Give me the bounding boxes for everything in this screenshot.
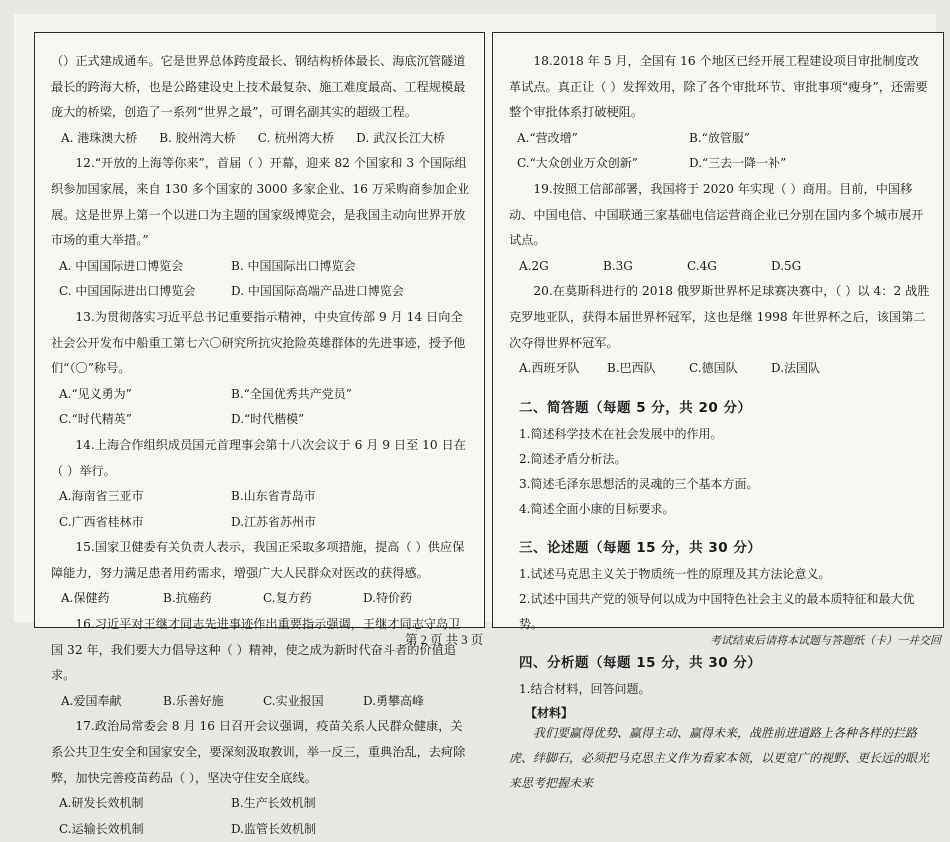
q17-option-d: D.监管长效机制: [231, 821, 317, 836]
page-number: 第 2 页 共 3 页: [405, 633, 484, 647]
q11-options: [51, 126, 472, 152]
q11-option-d: D. 武汉长江大桥: [356, 130, 445, 145]
q20-option-c: C.德国队: [689, 361, 738, 376]
q20-options: [509, 356, 931, 382]
q16-option-c: C.实业报国: [263, 693, 324, 708]
q15-option-a: A.保健药: [61, 591, 110, 606]
q15-options: [51, 586, 472, 612]
q17-text: 17.政治局常委会 8 月 16 日召开会议强调，疫苗关系人民群众健康，关系公共卫生安全和国家安全，要深刻汲取教训，举一反三，重典治乱，去疴除弊，加快完善疫苗药品（ ），坚决守住安全底线。: [51, 719, 466, 785]
q15-option-b: B.抗癌药: [163, 591, 212, 606]
q19-options: [509, 254, 931, 280]
q18-option-d: D.“三去一降一补”: [689, 156, 787, 171]
q15-option-d: D.特价药: [363, 591, 413, 606]
q20-option-d: D.法国队: [771, 361, 821, 376]
q14-option-d: D.江苏省苏州市: [231, 514, 317, 529]
q18-option-c: C.“大众创业万众创新”: [517, 156, 638, 171]
q16-option-d: D.勇攀高峰: [363, 693, 425, 708]
q12-options: [51, 254, 472, 305]
q12-option-c: C. 中国国际进出口博览会: [59, 284, 196, 299]
q11-option-a: A. 港珠澳大桥: [61, 130, 138, 145]
q14-option-b: B.山东省青岛市: [231, 489, 316, 504]
sec2-item-2: 2.简述矛盾分析法。: [519, 451, 627, 466]
section-2-title: 二、简答题（每题 5 分，共 20 分）: [519, 399, 752, 416]
q11-continued: （）正式建成通车。它是世界总体跨度最长、钢结构桥体最长、海底沉管隧道最长的跨海大桥，也是公路建设史上技术最复杂、施工难度最高、工程规模最庞大的桥梁，创造了一系列“世界之最”，可谓名副其实的超级工程。: [51, 54, 466, 120]
q16-option-b: B.乐善好施: [163, 693, 224, 708]
section-4-title: 四、分析题（每题 15 分，共 30 分）: [519, 654, 762, 671]
sec2-item-3: 3.简述毛泽东思想活的灵魂的三个基本方面。: [519, 476, 759, 491]
q20-option-a: A.西班牙队: [519, 361, 580, 376]
q11-option-b: B. 胶州湾大桥: [159, 130, 236, 145]
material-text: 我们要赢得优势、赢得主动、赢得未来，战胜前进道路上各种各样的拦路虎、绊脚石，必须把马克思主义作为看家本领，以更宽广的视野、更长远的眼光来思考把握未来: [509, 725, 930, 790]
q12-option-d: D. 中国国际高端产品进口博览会: [231, 284, 404, 299]
q13-options: [51, 382, 472, 433]
q16-option-a: A.爱国奉献: [61, 693, 122, 708]
q12-text: 12.“开放的上海等你来”，首届（ ）开幕，迎来 82 个国家和 3 个国际组织参加国家展，来自 130 多个国家的 3000 多家企业、16 万采购商参加企业展。这是世界上第一个以进口为主题的国家级博览会，是我国主动向世界开放市场的重大举措。”: [51, 156, 470, 248]
q20-option-b: B.巴西队: [607, 361, 656, 376]
q13-option-b: B.“全国优秀共产党员”: [231, 386, 352, 401]
q18-text: 18.2018 年 5 月，全国有 16 个地区已经开展工程建设项目审批制度改革试点。真正让（ ）发挥效用，除了各个审批环节、审批事项“瘦身”，还需要整个审批体系打破梗阻。: [509, 54, 928, 120]
q16-text: 16.习近平对王继才同志先进事迹作出重要指示强调，王继才同志守岛卫国 32 年，我们要大力倡导这种（ ）精神，使之成为新时代奋斗者的价值追求。: [51, 617, 461, 683]
q14-options: [51, 484, 472, 535]
sec4-question-1: 1.结合材料，回答问题。: [519, 681, 651, 696]
q12-option-b: B. 中国国际出口博览会: [231, 258, 356, 273]
q17-option-b: B.生产长效机制: [231, 796, 316, 811]
q19-option-c: C.4G: [687, 258, 717, 273]
q13-option-d: D.“时代楷模”: [231, 412, 305, 427]
q13-text: 13.为贯彻落实习近平总书记重要指示精神，中央宣传部 9 月 14 日向全社会公开发布中船重工第七六〇研究所抗灾抢险英雄群体的先进事迹，授予他们“（〇”称号。: [51, 309, 466, 376]
sec2-item-1: 1.简述科学技术在社会发展中的作用。: [519, 426, 723, 441]
q11-option-c: C. 杭州湾大桥: [257, 130, 335, 145]
sec2-item-4: 4.简述全面小康的目标要求。: [519, 501, 675, 516]
q19-option-b: B.3G: [603, 258, 633, 273]
q15-option-c: C.复方药: [263, 591, 312, 606]
material-label: 【材料】: [525, 705, 574, 720]
q14-option-a: A.海南省三亚市: [59, 489, 144, 504]
q17-options: [51, 791, 472, 842]
q19-text: 19.按照工信部部署，我国将于 2020 年实现（ ）商用。目前，中国移动、中国电信、中国联通三家基础电信运营商企业已分别在国内多个城市展开试点。: [509, 181, 924, 248]
q15-text: 15.国家卫健委有关负责人表示，我国正采取多项措施，提高（ ）供应保障能力，努力满足患者用药需求，增强广大人民群众对医改的获得感。: [51, 540, 465, 580]
q19-option-a: A.2G: [519, 258, 549, 273]
q18-options: [509, 126, 931, 177]
q17-option-c: C.运输长效机制: [59, 821, 144, 836]
q16-options: [51, 689, 472, 715]
page-footer: [0, 630, 950, 650]
section-3-title: 三、论述题（每题 15 分，共 30 分）: [519, 539, 762, 556]
footer-note: 考试结束后请将本试题与答题纸（卡）一并交回: [710, 635, 941, 647]
sec3-item-2: 2.试述中国共产党的领导何以成为中国特色社会主义的最本质特征和最大优势。: [519, 591, 915, 631]
sec3-item-1: 1.试述马克思主义关于物质统一性的原理及其方法论意义。: [519, 566, 831, 581]
q17-option-a: A.研发长效机制: [59, 796, 144, 811]
q12-option-a: A. 中国国际进口博览会: [59, 258, 184, 273]
q18-option-a: A.“营改增”: [517, 130, 578, 145]
q19-option-d: D.5G: [771, 258, 802, 273]
q14-text: 14.上海合作组织成员国元首理事会第十八次会议于 6 月 9 日至 10 日在（ ）举行。: [51, 437, 466, 478]
q13-option-c: C.“时代精英”: [59, 412, 132, 427]
q14-option-c: C.广西省桂林市: [59, 514, 144, 529]
q18-option-b: B.“放管服”: [689, 130, 750, 145]
q13-option-a: A.“见义勇为”: [59, 386, 132, 401]
q20-text: 20.在莫斯科进行的 2018 俄罗斯世界杯足球赛决赛中，（ ）以 4：2 战胜克罗地亚队，获得本届世界杯冠军，这也是继 1998 年世界杯之后，该国第二次夺得世界杯冠军。: [509, 284, 930, 350]
